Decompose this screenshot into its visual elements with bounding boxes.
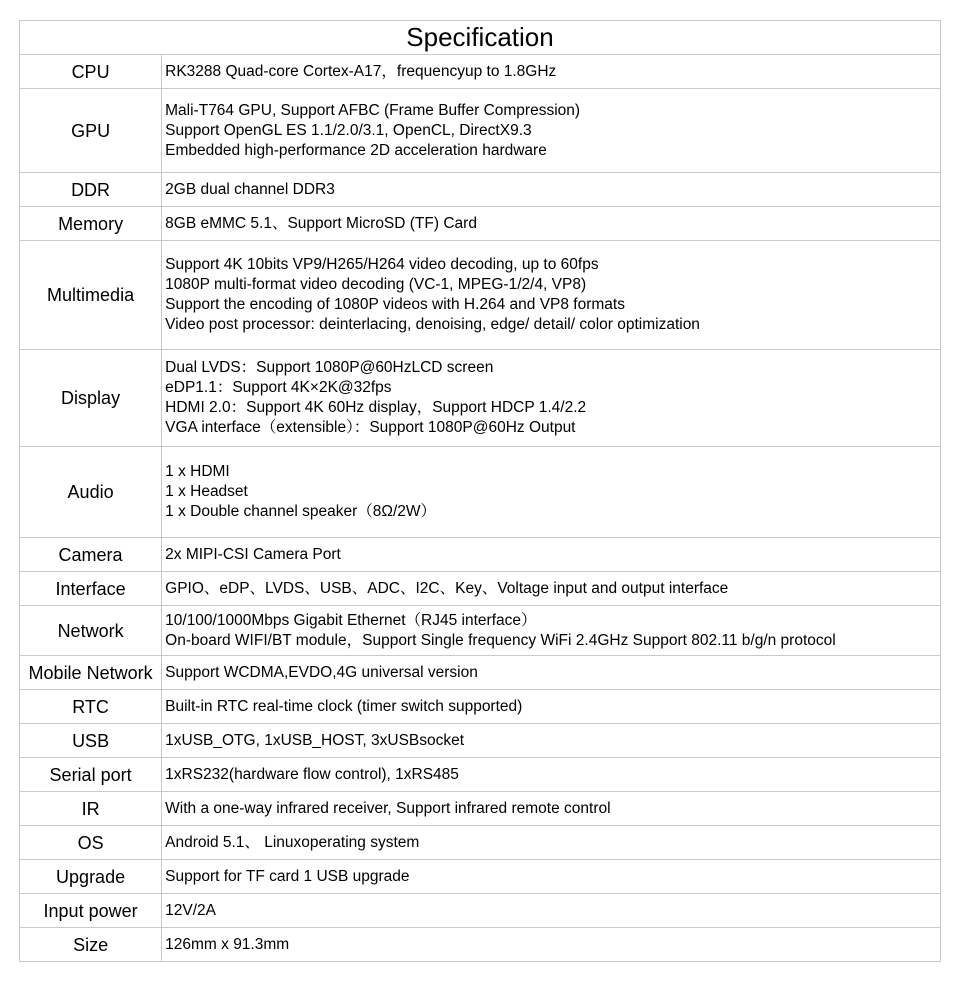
spec-value-line: VGA interface（extensible）：Support 1080P@60Hz Output: [165, 419, 576, 436]
spec-label: Upgrade: [20, 860, 162, 894]
table-row: [20, 350, 941, 447]
spec-value: [162, 894, 941, 928]
spec-value: [162, 758, 941, 792]
table-row: [20, 241, 941, 350]
spec-value: [162, 538, 941, 572]
spec-value-line: 1 x Double channel speaker（8Ω/2W）: [165, 503, 437, 520]
spec-value: [162, 241, 941, 350]
spec-value-line: With a one-way infrared receiver, Support infrared remote control: [165, 799, 611, 817]
spec-value: [162, 572, 941, 606]
spec-label: Network: [20, 606, 162, 656]
table-row: [20, 447, 941, 538]
spec-value-line: Embedded high-performance 2D acceleration hardware: [165, 141, 547, 159]
spec-label: Input power: [20, 894, 162, 928]
spec-value: [162, 606, 941, 656]
spec-value-line: 126mm x 91.3mm: [165, 935, 290, 953]
spec-value: [162, 690, 941, 724]
spec-value-line: 1xUSB_OTG, 1xUSB_HOST, 3xUSBsocket: [165, 731, 465, 749]
spec-body: [20, 55, 941, 962]
spec-value-line: 10/100/1000Mbps Gigabit Ethernet（RJ45 interface）: [165, 611, 537, 629]
spec-value-line: On-board WIFI/BT module，Support Single frequency WiFi 2.4GHz Support 802.11 b/g/n protocol: [165, 631, 836, 649]
spec-value-line: Support OpenGL ES 1.1/2.0/3.1, OpenCL, DirectX9.3: [165, 121, 532, 139]
table-title: Specification: [20, 21, 941, 55]
spec-value: [162, 173, 941, 207]
table-row: [20, 894, 941, 928]
table-row: [20, 173, 941, 207]
spec-value-line: Dual LVDS：Support 1080P@60HzLCD screen: [165, 359, 494, 376]
spec-value: [162, 207, 941, 241]
spec-value-line: 8GB eMMC 5.1、Support MicroSD (TF) Card: [165, 214, 477, 232]
spec-value-line: Built-in RTC real-time clock (timer switch supported): [165, 697, 523, 715]
spec-value: [162, 55, 941, 89]
spec-value-line: 1 x HDMI: [165, 463, 230, 480]
spec-label: USB: [20, 724, 162, 758]
spec-value-line: 2GB dual channel DDR3: [165, 180, 335, 198]
spec-label: Size: [20, 928, 162, 962]
spec-label: Interface: [20, 572, 162, 606]
spec-label: OS: [20, 826, 162, 860]
spec-value: [162, 656, 941, 690]
table-row: [20, 690, 941, 724]
spec-value: [162, 350, 941, 447]
spec-label: DDR: [20, 173, 162, 207]
table-row: [20, 826, 941, 860]
spec-value-line: 2x MIPI-CSI Camera Port: [165, 545, 341, 563]
spec-value: [162, 89, 941, 173]
spec-value-line: Support the encoding of 1080P videos with H.264 and VP8 formats: [165, 296, 625, 313]
spec-value-line: 1 x Headset: [165, 483, 248, 500]
specification-table: [19, 20, 941, 962]
spec-value-line: Android 5.1、 Linuxoperating system: [165, 833, 420, 851]
spec-label: Multimedia: [20, 241, 162, 350]
table-row: [20, 724, 941, 758]
table-row: [20, 572, 941, 606]
spec-label: Memory: [20, 207, 162, 241]
table-row: [20, 207, 941, 241]
table-row: [20, 656, 941, 690]
spec-value-line: Support WCDMA,EVDO,4G universal version: [165, 663, 478, 681]
spec-value-line: 1xRS232(hardware flow control), 1xRS485: [165, 765, 459, 783]
spec-label: Audio: [20, 447, 162, 538]
spec-label: Mobile Network: [20, 656, 162, 690]
spec-value-line: Support 4K 10bits VP9/H265/H264 video decoding, up to 60fps: [165, 256, 599, 273]
spec-value: [162, 860, 941, 894]
spec-label: Display: [20, 350, 162, 447]
spec-value: [162, 928, 941, 962]
spec-value-line: RK3288 Quad-core Cortex-A17，frequencyup to 1.8GHz: [165, 62, 557, 80]
spec-label: Serial port: [20, 758, 162, 792]
table-row: [20, 928, 941, 962]
spec-value: [162, 724, 941, 758]
table-row: [20, 89, 941, 173]
spec-label: IR: [20, 792, 162, 826]
spec-label: RTC: [20, 690, 162, 724]
table-row: [20, 538, 941, 572]
table-row: [20, 792, 941, 826]
spec-value-line: HDMI 2.0：Support 4K 60Hz display，Support HDCP 1.4/2.2: [165, 399, 587, 416]
spec-value: [162, 792, 941, 826]
spec-value-line: GPIO、eDP、LVDS、USB、ADC、I2C、Key、Voltage input and output interface: [165, 579, 729, 597]
spec-value: [162, 447, 941, 538]
spec-label: Camera: [20, 538, 162, 572]
table-row: [20, 758, 941, 792]
spec-value-line: eDP1.1：Support 4K×2K@32fps: [165, 379, 392, 396]
spec-label: GPU: [20, 89, 162, 173]
spec-value-line: Mali-T764 GPU, Support AFBC (Frame Buffer Compression): [165, 101, 581, 119]
table-row: [20, 55, 941, 89]
spec-value-line: 1080P multi-format video decoding (VC-1, MPEG-1/2/4, VP8): [165, 276, 587, 293]
table-row: [20, 606, 941, 656]
spec-value-line: 12V/2A: [165, 901, 216, 919]
title-row: [20, 21, 941, 55]
spec-value-line: Video post processor: deinterlacing, denoising, edge/ detail/ color optimization: [165, 316, 700, 333]
spec-value-line: Support for TF card 1 USB upgrade: [165, 867, 410, 885]
table-row: [20, 860, 941, 894]
spec-label: CPU: [20, 55, 162, 89]
spec-value: [162, 826, 941, 860]
